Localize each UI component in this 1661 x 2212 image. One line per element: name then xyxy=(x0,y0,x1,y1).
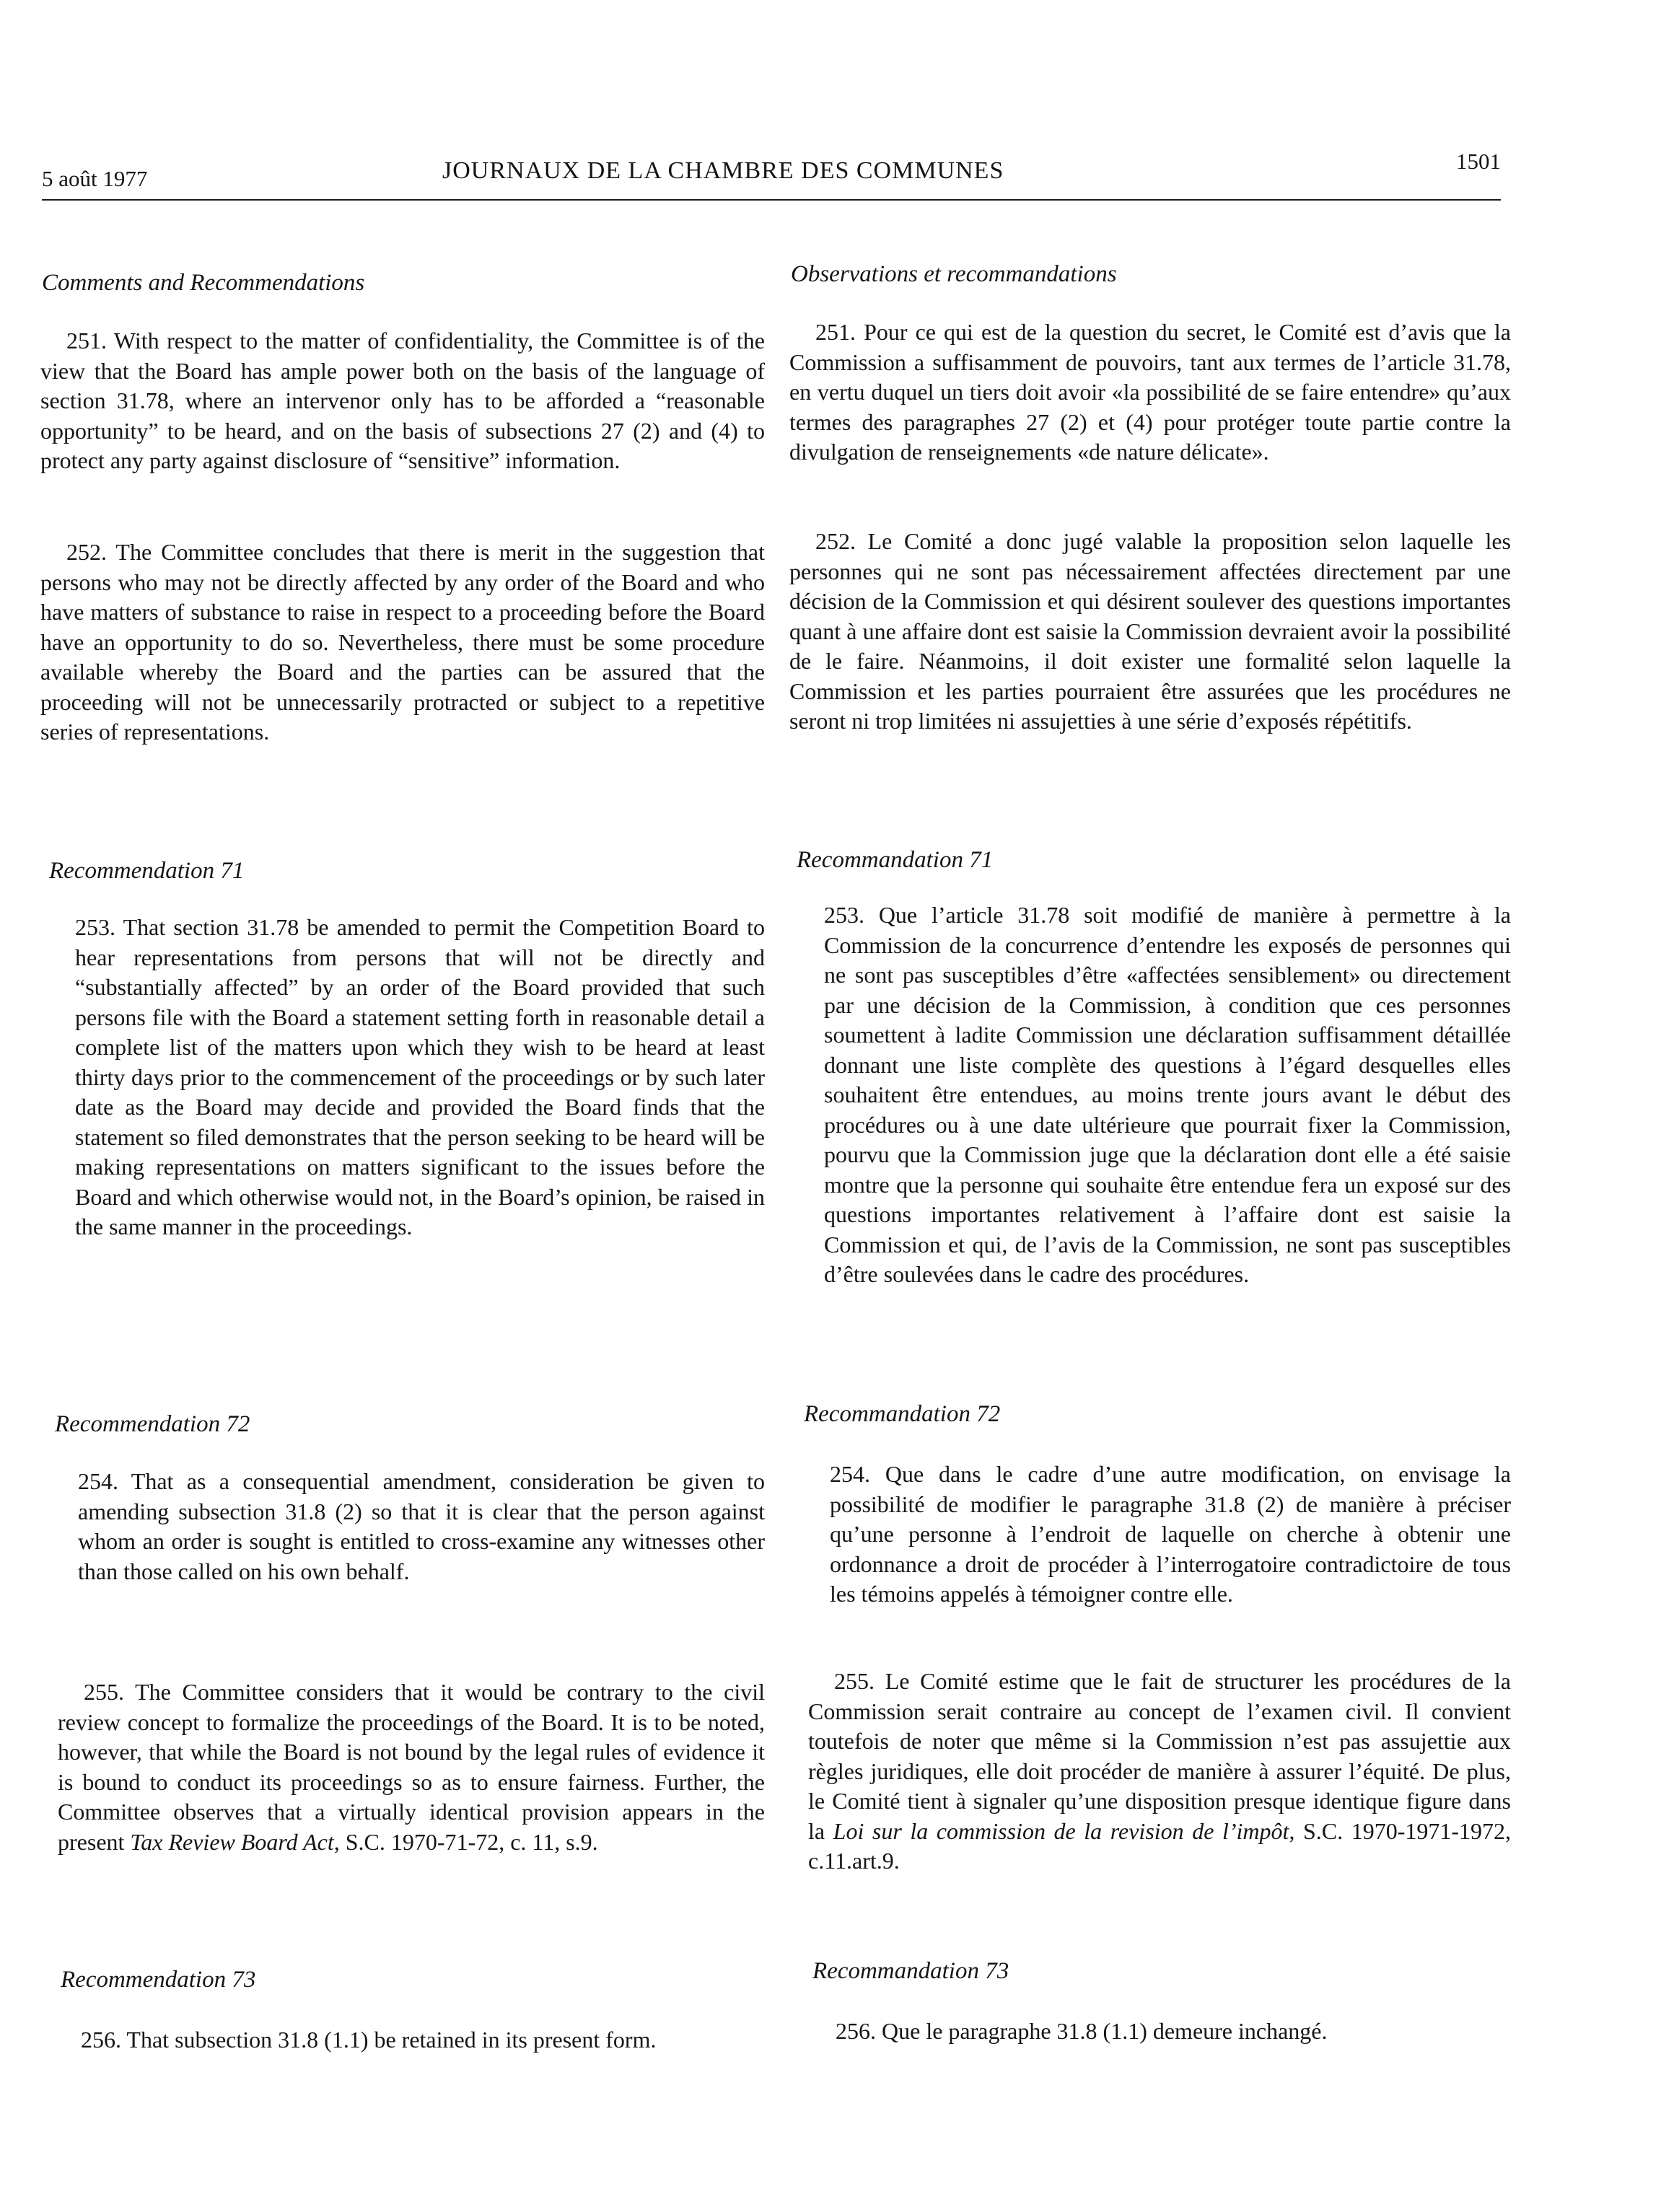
act-title-fr: Loi sur la commission de la revision de l’impôt xyxy=(833,1817,1289,1844)
heading-recommendation-71: Recommendation 71 xyxy=(49,858,245,884)
paragraph-252-fr: 252. Le Comité a donc jugé valable la proposition selon laquelle les personnes qui ne sont pas nécessairement affectées directement par une décision de la Commission et qui désirent soulever des questions importantes quant à une affaire dont est saisie la Commission devraient avoir la possibilité de le faire. Néanmoins, il doit exister une formalité selon laquelle la Commission et les parties pourraient être assurées que les procédures ne seront ni trop limitées ni assujetties à une série d’exposés répétitifs. xyxy=(789,528,1511,734)
paragraph-254: 254. That as a consequential amendment, consideration be given to amending subsection 31.8 (2) so that it is clear that the person against whom an order is sought is entitled to cross-examine any witnesses other than those called on his own behalf. xyxy=(78,1468,765,1584)
page-header xyxy=(42,149,1501,201)
header-page-number: 1501 xyxy=(1456,149,1501,174)
act-title: Tax Review Board Act xyxy=(130,1828,334,1855)
heading-recommandation-72: Recommandation 72 xyxy=(804,1401,1001,1427)
paragraph-252: 252. The Committee concludes that there is merit in the suggestion that persons who may not be directly affected by any order of the Board and who have matters of substance to raise in respect to a proceeding before the Board have an opportunity to do so. Nevertheless, there must be some procedure available whereby the Board and the parties can be assured that the proceeding will not be unnecessarily protracted or subject to a repetitive series of representations. xyxy=(40,539,765,745)
heading-recommendation-73: Recommendation 73 xyxy=(61,1967,256,1993)
paragraph-256: 256. That subsection 31.8 (1.1) be retained in its present form. xyxy=(81,2027,657,2053)
heading-recommandation-73: Recommandation 73 xyxy=(812,1958,1009,1984)
heading-recommandation-71: Recommandation 71 xyxy=(797,847,994,873)
paragraph-251-fr: 251. Pour ce qui est de la question du secret, le Comité est d’avis que la Commission a suffisamment de pouvoirs, tant aux termes de l’article 31.78, en vertu duquel un tiers doit avoir «la possibilité de se faire entendre» qu’aux termes des paragraphes 27 (2) et (4) pour protéger toute partie contre la divulgation de renseignements «de nature délicate». xyxy=(789,319,1511,465)
header-title: JOURNAUX DE LA CHAMBRE DES COMMUNES xyxy=(442,157,1004,184)
heading-recommendation-72: Recommendation 72 xyxy=(55,1411,250,1437)
header-date: 5 août 1977 xyxy=(42,166,148,191)
paragraph-253-fr: 253. Que l’article 31.78 soit modifié de manière à permettre à la Commission de la concurrence d’entendre les exposés de personnes qui ne sont pas susceptibles d’être «affectées sensiblement» ou directement par une décision de la Commission, à condition que ces personnes soumettent à ladite Commission une déclaration suffisamment détaillée donnant une liste complète des questions à l’égard desquelles elles souhaitent être entendues, au moins trente jours avant le début des procédures ou à une date ultérieure que pourrait fixer la Commission, pourvu que la Commission juge que la déclaration dont elle a été saisie montre que la personne qui souhaite être entendue fera un exposé sur des questions importantes relativement à l’affaire dont est saisie la Commission et qui, de l’avis de la Commission, ne sont pas susceptibles d’être soulevées dans le cadre des procédures. xyxy=(824,902,1511,1287)
paragraph-254-fr: 254. Que dans le cadre d’une autre modification, on envisage la possibilité de modifier le paragraphe 31.8 (2) de manière à préciser qu’une personne à l’endroit de laquelle on cherche à obtenir une ordonnance a droit de procéder à l’interrogatoire contradictoire de tous les témoins appelés à témoigner contre elle. xyxy=(830,1461,1511,1607)
paragraph-253: 253. That section 31.78 be amended to permit the Competition Board to hear representations from persons that will not be directly and “substantially affected” by an order of the Board provided that such persons file with the Board a statement setting forth in reasonable detail a complete list of the matters upon which they wish to be heard at least thirty days prior to the commencement of the proceedings or by such later date as the Board may decide and provided the Board finds that the statement so filed demonstrates that the person seeking to be heard will be making representations on matters significant to the issues before the Board and which otherwise would not, in the Board’s opinion, be raised in the same manner in the proceedings. xyxy=(75,914,765,1239)
paragraph-256-fr: 256. Que le paragraphe 31.8 (1.1) demeure inchangé. xyxy=(836,2018,1328,2044)
paragraph-255-fr: 255. Le Comité estime que le fait de structurer les procédures de la Commission serait contraire au concept de l’examen civil. Il convient toutefois de noter que même si la Commission n’est pas assujettie aux règles juridiques, elle doit procéder de manière à assurer l’équité. De plus, le Comité tient à signaler qu’une disposition presque identique figure dans la Loi sur la commission de la revision de l’impôt, S.C. 1970-1971-1972, c.11.art.9. xyxy=(808,1668,1512,1874)
paragraph-251: 251. With respect to the matter of confidentiality, the Committee is of the view that the Board has ample power both on the basis of the language of section 31.78, where an intervenor only has to be afforded a “reasonable opportunity” to be heard, and on the basis of subsections 27 (2) and (4) to protect any party against disclosure of “sensitive” information. xyxy=(40,328,765,473)
paragraph-255: 255. The Committee considers that it would be contrary to the civil review concept to formalize the proceedings of the Board. It is to be noted, however, that while the Board is not bound by the legal rules of evidence it is bound to conduct its proceedings so as to ensure fairness. Further, the Committee observes that a virtually identical provision appears in the present Tax Review Board Act, S.C. 1970-71-72, c. 11, s.9. xyxy=(58,1679,765,1855)
heading-observations-recommandations: Observations et recommandations xyxy=(791,261,1117,287)
heading-comments-recommendations: Comments and Recommendations xyxy=(42,270,365,296)
